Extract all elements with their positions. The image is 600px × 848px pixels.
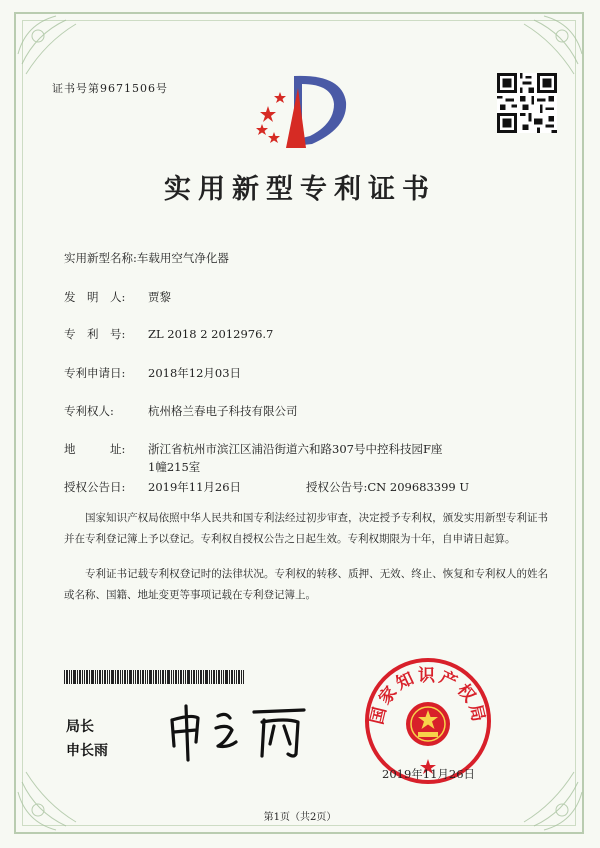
seal-date: 2019年11月26日 [382,767,476,781]
director-name: 申长雨 [66,743,108,759]
certificate-title: 实用新型专利证书 [164,174,436,205]
field-patent-holder [64,402,298,420]
seal-text: 国家知识产权局 [367,666,489,727]
field-label: 专利申请日: [64,366,126,380]
field-filing-date [64,364,241,382]
field-inventor [64,288,171,306]
field-value: 1幢215室 [148,460,201,474]
field-value: 2018年12月03日 [148,366,242,380]
field-label: 授权公告号: [306,480,368,494]
field-utility-model-name [64,249,229,267]
field-address [64,440,442,458]
director-signature-icon [166,702,311,762]
field-value: 杭州格兰春电子科技有限公司 [148,404,298,418]
cnipa-logo-icon [250,66,354,152]
field-patent-number [64,325,273,343]
field-value: CN 209683399 U [367,480,470,494]
field-value: 车载用空气净化器 [136,251,229,265]
qr-code-icon [497,73,557,133]
field-label: 专利权人: [64,404,114,418]
field-value: 2019年11月26日 [148,480,242,494]
field-label: 地 址: [64,442,126,456]
corner-ornament-top-left [16,14,86,84]
grant-statement-paragraph: 国家知识产权局依照中华人民共和国专利法经过初步审查，决定授予专利权，颁发实用新型专利证书并在专利登记簿上予以登记。专利权自授权公告之日起生效。专利权期限为十年，自申请日起算。 [64,512,548,545]
field-label: 实用新型名称: [64,251,137,265]
field-value: 贾黎 [148,290,171,304]
field-value: ZL 2018 2 2012976.7 [148,327,274,341]
director-title: 局长 [66,719,94,735]
page-number: 第1页（共2页） [263,812,337,823]
field-address-line2 [148,458,200,476]
field-grant-number [306,478,469,496]
field-label: 授权公告日: [64,480,126,494]
field-value: 浙江省杭州市滨江区浦沿街道六和路307号中控科技园F座 [148,442,443,456]
field-label: 专 利 号: [64,327,126,341]
field-grant-date [64,478,241,496]
barcode-icon [64,670,244,684]
certificate-number: 证书号第9671506号 [52,82,168,95]
field-label: 发 明 人: [64,290,126,304]
legal-status-paragraph: 专利证书记载专利权登记时的法律状况。专利权的转移、质押、无效、终止、恢复和专利权人的姓名或名称、国籍、地址变更等事项记载在专利登记簿上。 [64,568,548,601]
